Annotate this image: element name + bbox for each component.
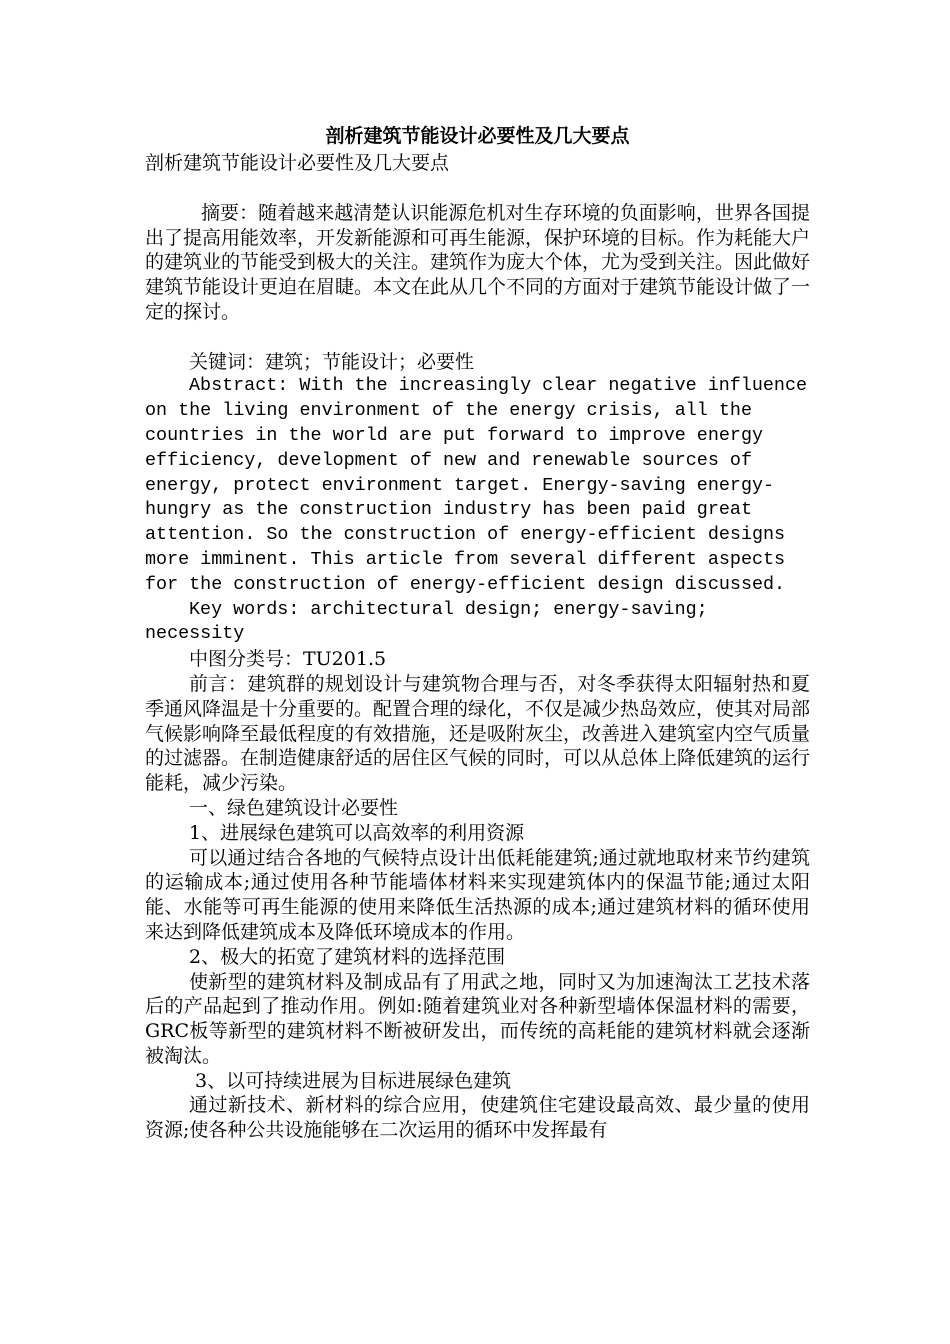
subsection-1-2-heading: 2、极大的拓宽了建筑材料的选择范围 [189, 945, 506, 968]
section-1-heading: 一、绿色建筑设计必要性 [189, 796, 399, 819]
abstract-en: Abstract: With the increasingly clear negative influence on the living environment of the energy crisis, all the countries in the world are put forward to improve energy efficiency, development of new and renewable sources of energy, protect environment target. Energy-saving energy-hungry as the construction industry has been paid great attention. So the construction of energy-efficient designs more imminent. This article from several different aspects for the construction of energy-efficient design discussed. [145, 375, 808, 595]
subsection-1-2-body: 使新型的建筑材料及制成品有了用武之地，同时又为加速淘汰工艺技术落后的产品起到了推动作用。例如:随着建筑业对各种新型墙体保温材料的需要，GRC板等新型的建筑材料不断被研发出，而传统的高耗能的建筑材料就会逐渐被淘汰。 [145, 970, 810, 1067]
blank-line [145, 325, 810, 350]
subsection-1-3-heading: 3、以可持续进展为目标进展绿色建筑 [195, 1069, 512, 1092]
keywords-en: Key words: architectural design; energy-saving; necessity [145, 598, 708, 645]
document-subtitle: 剖析建筑节能设计必要性及几大要点 [145, 152, 450, 174]
subsection-1-3-body: 通过新技术、新材料的综合应用，使建筑住宅建设最高效、最少量的使用资源;使各种公共设施能够在二次运用的循环中发挥最有 [145, 1094, 810, 1142]
blank-line [145, 176, 810, 201]
preface: 前言：建筑群的规划设计与建筑物合理与否，对冬季获得太阳辐射热和夏季通风降温是十分重要的。配置合理的绿化，不仅是减少热岛效应，使其对局部气候影响降至最低程度的有效措施，还是吸附灰尘，改善进入建筑室内空气质量的过滤器。在制造健康舒适的居住区气候的同时，可以从总体上降低建筑的运行能耗，减少污染。 [145, 672, 811, 795]
abstract-cn: 摘要：随着越来越清楚认识能源危机对生存环境的负面影响，世界各国提出了提高用能效率，开发新能源和可再生能源，保护环境的目标。作为耗能大户的建筑业的节能受到极大的关注。建筑作为庞大个体，尤为受到关注。因此做好建筑节能设计更迫在眉睫。本文在此从几个不同的方面对于建筑节能设计做了一定的探讨。 [145, 201, 811, 323]
classification-number: 中图分类号：TU201.5 [189, 648, 387, 671]
subsection-1-1-heading: 1、进展绿色建筑可以高效率的利用资源 [189, 821, 525, 844]
subsection-1-1-body: 可以通过结合各地的气候特点设计出低耗能建筑;通过就地取材来节约建筑的运输成本;通过使用各种节能墙体材料来实现建筑体内的保温节能;通过太阳能、水能等可再生能源的使用来降低生活热源的成本;通过建筑材料的循环使用来达到降低建筑成本及降低环境成本的作用。 [145, 846, 810, 943]
document-title: 剖析建筑节能设计必要性及几大要点 [325, 125, 630, 147]
keywords-cn: 关键词：建筑；节能设计；必要性 [189, 350, 475, 373]
document-body [145, 122, 810, 1143]
